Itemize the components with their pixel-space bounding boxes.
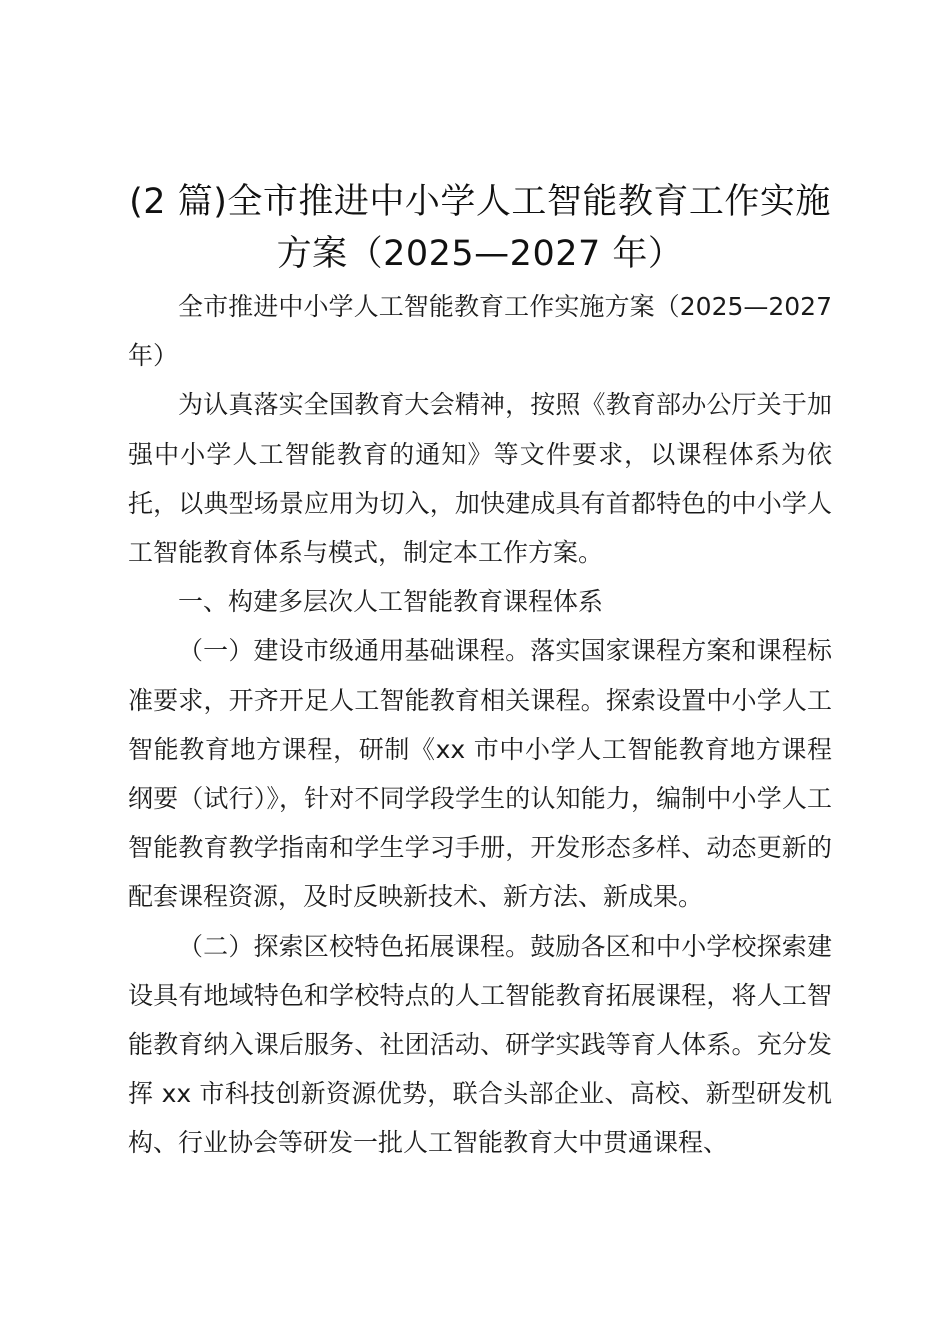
intro-paragraph: 为认真落实全国教育大会精神，按照《教育部办公厅关于加强中小学人工智能教育的通知》等文件要求，以课程体系为依托，以典型场景应用为切入，加快建成具有首都特色的中小学人工智能教育体系与模式，制定本工作方案。 — [128, 390, 832, 568]
document-title — [120, 176, 840, 280]
paragraph-section-1-item-1: （一）建设市级通用基础课程。落实国家课程方案和课程标准要求，开齐开足人工智能教育相关课程。探索设置中小学人工智能教育地方课程，研制《xx 市中小学人工智能教育地方课程纲要（试行）》，针对不同学段学生的认知能力，编制中小学人工智能教育教学指南和学生学习手册，开发形态多样、动态更新的配套课程资源，及时反映新技术、新方法、新成果。 — [128, 636, 832, 912]
subtitle-paragraph: 全市推进中小学人工智能教育工作实施方案（2025—2027 年） — [128, 292, 832, 371]
document-title-line-1: (2 篇)全市推进中小学人工智能教育工作实施 — [129, 182, 831, 222]
document-title-line-2: 方案（2025—2027 年） — [276, 234, 684, 274]
paragraph-section-1-item-2: （二）探索区校特色拓展课程。鼓励各区和中小学校探索建设具有地域特色和学校特点的人工智能教育拓展课程，将人工智能教育纳入课后服务、社团活动、研学实践等育人体系。充分发挥 xx 市科技创新资源优势，联合头部企业、高校、新型研发机构、行业协会等研发一批人工智能教育大中贯通课程、 — [128, 931, 832, 1158]
section-heading-1: 一、构建多层次人工智能教育课程体系 — [178, 587, 604, 617]
document-body — [128, 282, 832, 1168]
